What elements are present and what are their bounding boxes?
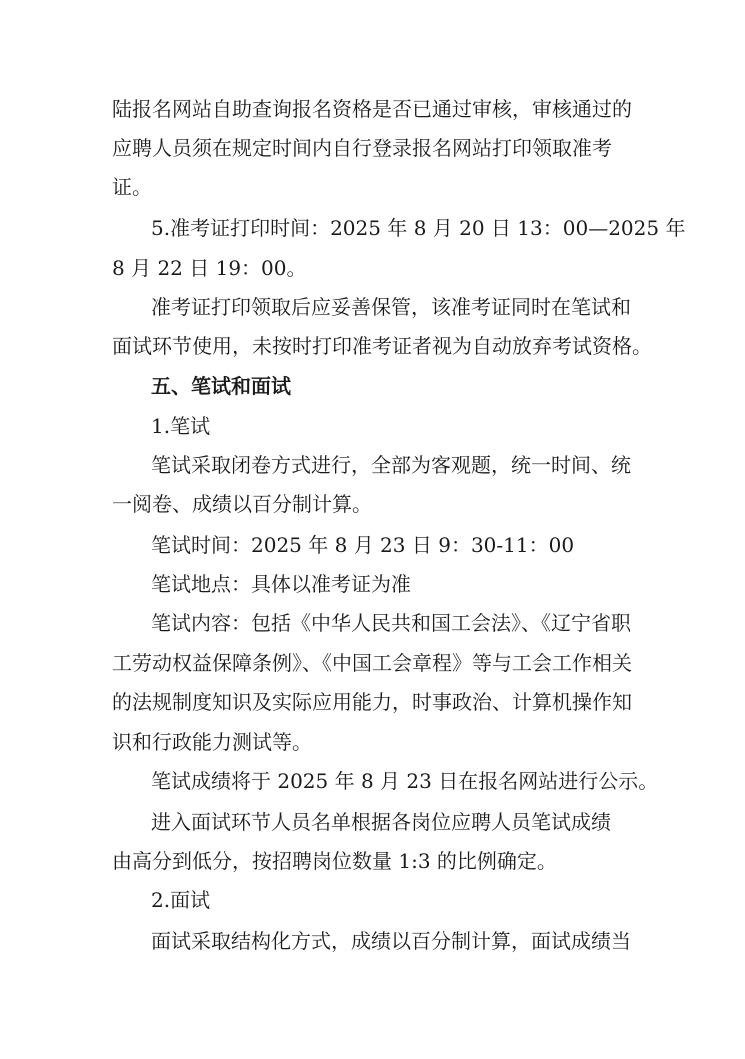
text-line: 面试采取结构化方式，成绩以百分制计算，面试成绩当 [151,929,631,953]
text-line: 笔试采取闭卷方式进行，全部为客观题，统一时间、统 [151,453,631,477]
text-line: 进入面试环节人员名单根据各岗位应聘人员笔试成绩 [151,810,611,834]
text-line: 5.准考证打印时间：2025 年 8 月 20 日 13：00—2025 年 [151,216,686,240]
text-line: 笔试内容：包括《中华人民共和国工会法》、《辽宁省职 [151,611,631,635]
text-line: 由高分到低分，按招聘岗位数量 1:3 的比例确定。 [112,849,557,873]
text-line: 准考证打印领取后应妥善保管，该准考证同时在笔试和 [151,295,631,319]
text-line: 工劳动权益保障条例》、《中国工会章程》等与工会工作相关 [112,651,632,675]
text-line: 陆报名网站自助查询报名资格是否已通过审核，审核通过的 [112,97,632,121]
text-line: 笔试时间：2025 年 8 月 23 日 9：30-11：00 [151,533,575,557]
text-line: 笔试成绩将于 2025 年 8 月 23 日在报名网站进行公示。 [151,769,659,793]
text-line: 识和行政能力测试等。 [112,730,312,754]
text-line: 证。 [112,175,152,199]
text-line: 8 月 22 日 19：00。 [112,256,307,280]
section-heading: 五、笔试和面试 [151,374,291,398]
text-line: 应聘人员须在规定时间内自行登录报名网站打印领取准考 [112,136,612,160]
text-line: 的法规制度知识及实际应用能力，时事政治、计算机操作知 [112,690,632,714]
text-line: 一阅卷、成绩以百分制计算。 [112,492,372,516]
text-line: 面试环节使用，未按时打印准考证者视为自动放弃考试资格。 [112,334,652,358]
subsection-title: 2.面试 [151,888,211,912]
text-line: 笔试地点：具体以准考证为准 [151,572,411,596]
subsection-title: 1.笔试 [151,414,211,438]
